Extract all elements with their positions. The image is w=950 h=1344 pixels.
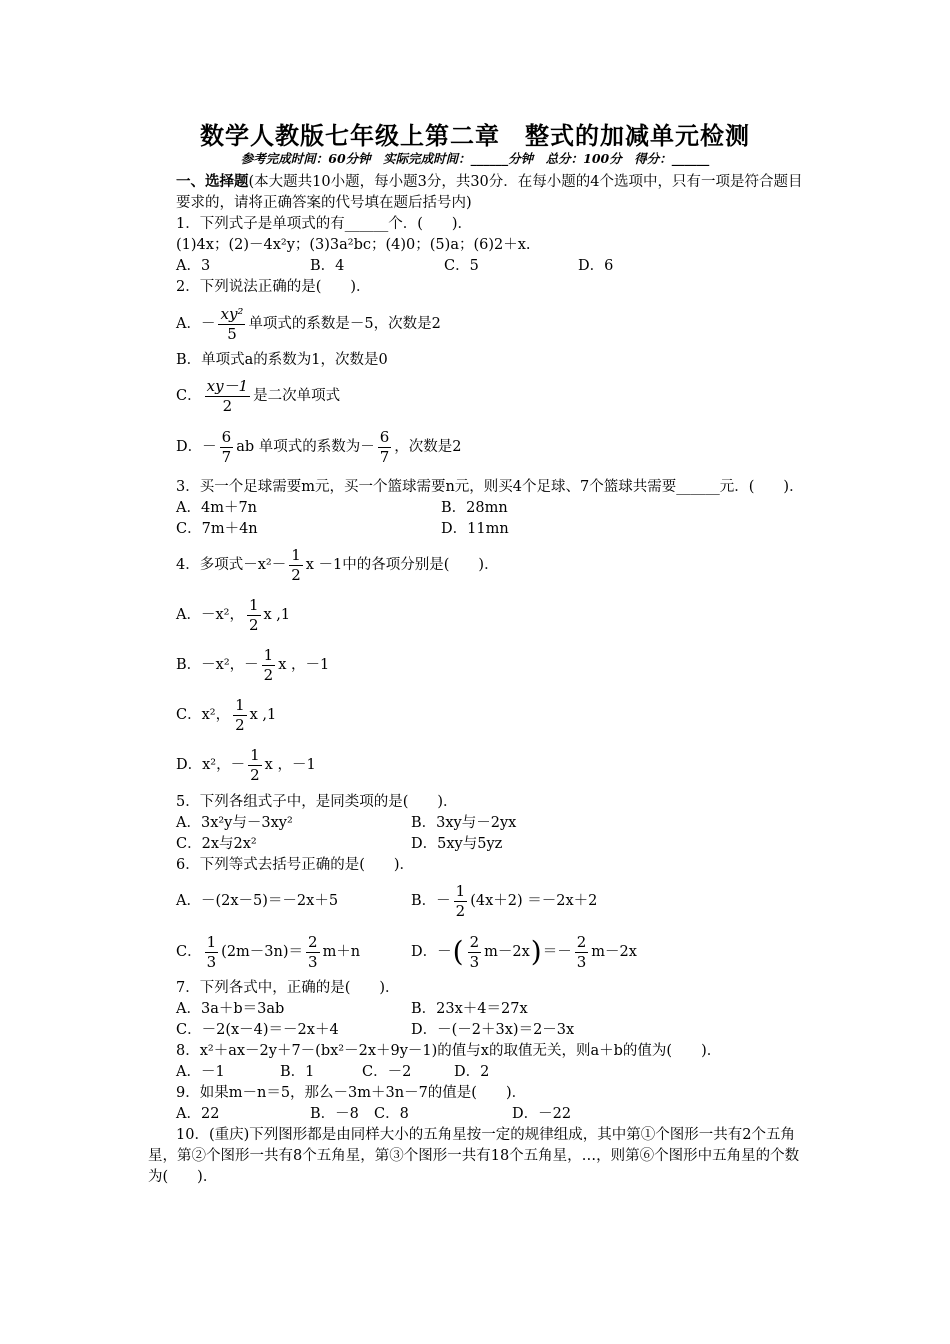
q6-b-fraction xyxy=(454,882,468,921)
q3-options-row-2 xyxy=(148,519,808,540)
q6-d-numerator-2: 2 xyxy=(576,932,587,951)
q6-b-prefix: B．－ xyxy=(411,892,451,909)
q4-option-a xyxy=(148,590,808,640)
q7-options-row-1 xyxy=(148,999,808,1020)
q10-text: 10．(重庆)下列图形都是由同样大小的五角星按一定的规律组成，其中第①个图形一共有2个五角星，第②个图形一共有8个五角星，第③个图形一共有18个五角星，…，则第⑥个图形中五角星的个数为( )． xyxy=(148,1127,800,1185)
q2-d-suffix: ，次数是2 xyxy=(394,438,462,455)
q4-b-denominator: 2 xyxy=(263,665,274,684)
q6-option-d xyxy=(411,933,637,972)
q9-stem: 9．如果m－n＝5，那么－3m＋3n－7的值是( )． xyxy=(176,1085,527,1101)
q5-option-a: A．3x²y与－3xy² xyxy=(176,815,293,831)
q7-option-a: A．3a＋b＝3ab xyxy=(176,1001,285,1017)
q4-b-fraction xyxy=(262,646,276,685)
q2-d-fraction xyxy=(220,428,234,467)
q4-a-denominator: 2 xyxy=(248,615,259,634)
q3-stem: 3．买一个足球需要m元，买一个篮球需要n元，则买4个足球、7个篮球共需要______元．( )． xyxy=(176,479,804,495)
q5-options-row-2 xyxy=(148,834,808,855)
q3-option-c: C．7m＋4n xyxy=(176,521,258,537)
q6-option-a: A．－(2x－5)＝－2x＋5 xyxy=(176,892,339,909)
question-content xyxy=(148,171,808,1188)
q4-stem-fraction xyxy=(289,546,303,585)
q5-option-c: C．2x与2x² xyxy=(176,836,257,852)
q7-option-d: D．－(－2＋3x)＝2－3x xyxy=(411,1022,575,1038)
q6-d-left-paren: ( xyxy=(452,935,464,968)
q4-c-numerator: 1 xyxy=(235,695,245,714)
q6-c-numerator-2: 2 xyxy=(308,932,318,951)
q2-d-numerator: 6 xyxy=(221,427,232,446)
q4-stem-denominator: 2 xyxy=(291,565,301,584)
q2-d-text: ab 单项式的系数为－ xyxy=(236,438,375,455)
q1-option-d: D．6 xyxy=(578,258,614,274)
q4-d-denominator: 2 xyxy=(250,765,260,784)
q2-d-denominator-2: 7 xyxy=(379,447,390,466)
q9-option-a: A．22 xyxy=(176,1106,220,1122)
q6-c-fraction xyxy=(205,933,219,972)
q6-c-denominator-2: 3 xyxy=(308,952,318,971)
q4-d-text: x ，－1 xyxy=(264,756,316,773)
q4-b-text: x ，－1 xyxy=(278,656,330,673)
q6-options-row-2 xyxy=(148,926,808,978)
q4-b-numerator: 1 xyxy=(263,645,274,664)
q9-option-c: C．8 xyxy=(374,1106,409,1122)
q2-a-numerator: xy² xyxy=(220,304,244,323)
q6-option-c xyxy=(176,933,411,972)
section-title: 一、选择题 xyxy=(176,173,249,190)
page-title: 数学人教版七年级上第二章 整式的加减单元检测 xyxy=(200,121,750,150)
q4-c-denominator: 2 xyxy=(235,715,245,734)
q2-option-b: B．单项式a的系数为1，次数是0 xyxy=(176,352,388,368)
q3-option-d: D．11mn xyxy=(441,521,509,537)
q2-d-fraction-2 xyxy=(378,428,392,467)
q7-stem: 7．下列各式中，正确的是( )． xyxy=(176,980,400,996)
q2-option-a xyxy=(148,298,808,350)
q6-d-equals: ＝－ xyxy=(542,943,572,960)
q4-a-numerator: 1 xyxy=(248,595,259,614)
q6-d-numerator: 2 xyxy=(469,932,480,951)
q1-items: (1)4x；(2)－4x²y；(3)3a²bc；(4)0；(5)a；(6)2＋x. xyxy=(176,237,531,253)
q2-c-numerator: xy－1 xyxy=(206,376,249,395)
section-header xyxy=(148,171,808,214)
q6-d-denominator-2: 3 xyxy=(576,952,587,971)
q6-option-b xyxy=(411,882,597,921)
q2-c-prefix: C． xyxy=(176,387,202,404)
q1-option-b: B．4 xyxy=(310,258,345,274)
q2-option-d xyxy=(148,421,808,473)
q9-option-d: D．－22 xyxy=(512,1106,572,1122)
q6-c-prefix: C． xyxy=(176,943,202,960)
q2-c-text: 是二次单项式 xyxy=(253,387,341,404)
q4-d-prefix: D．x²，－ xyxy=(176,756,246,773)
q6-c-text: (2m－3n)＝ xyxy=(221,943,304,960)
q4-stem-text: x －1中的各项分别是( )． xyxy=(305,556,499,573)
q4-stem-numerator: 1 xyxy=(291,545,301,564)
q8-option-a: A．－1 xyxy=(176,1064,225,1080)
q6-stem: 6．下列等式去括号正确的是( )． xyxy=(176,857,415,873)
q6-d-fraction-2 xyxy=(575,933,589,972)
q4-c-prefix: C．x²， xyxy=(176,706,231,723)
q6-d-fraction xyxy=(468,933,482,972)
q8-option-d: D．2 xyxy=(454,1064,490,1080)
q2-a-fraction xyxy=(218,305,245,344)
q4-d-fraction xyxy=(248,746,262,785)
q6-c-fraction-2 xyxy=(306,933,320,972)
q4-stem-prefix: 4．多项式－x²－ xyxy=(176,556,287,573)
exam-meta: 参考完成时间：60分钟 实际完成时间：______分钟 总分：100分 得分：______ xyxy=(240,151,710,166)
q4-a-fraction xyxy=(247,596,261,635)
q4-a-text: x ,1 xyxy=(263,606,291,623)
q6-c-denominator: 3 xyxy=(206,952,217,971)
q1-stem: 1．下列式子是单项式的有______个．( )． xyxy=(176,216,473,232)
q4-b-prefix: B．－x²，－ xyxy=(176,656,259,673)
q9-option-b: B．－8 xyxy=(310,1106,359,1122)
q1-option-a: A．3 xyxy=(176,258,211,274)
q5-option-b: B．3xy与－2yx xyxy=(411,815,517,831)
q6-d-denominator: 3 xyxy=(469,952,480,971)
q6-b-text: (4x＋2) ＝－2x＋2 xyxy=(470,892,598,909)
q6-d-text: m－2x xyxy=(484,943,530,960)
q3-options-row-1 xyxy=(148,498,808,519)
q6-d-right-paren: ) xyxy=(530,935,542,968)
q4-a-prefix: A．－x²， xyxy=(176,606,244,623)
q4-stem xyxy=(148,540,808,590)
q2-d-numerator-2: 6 xyxy=(379,427,390,446)
q2-a-denominator: 5 xyxy=(227,324,237,343)
q9-options xyxy=(148,1104,808,1125)
q2-d-prefix: D．－ xyxy=(176,438,217,455)
q3-option-b: B．28mn xyxy=(441,500,508,516)
q6-c-numerator: 1 xyxy=(206,932,217,951)
q6-b-denominator: 2 xyxy=(455,901,466,920)
q2-c-fraction xyxy=(205,377,250,416)
q8-stem: 8．x²＋ax－2y＋7－(bx²－2x＋9y－1)的值与x的取值无关，则a＋b的值为( )． xyxy=(176,1043,722,1059)
q7-option-c: C．－2(x－4)＝－2x＋4 xyxy=(176,1022,339,1038)
q5-stem: 5．下列各组式子中，是同类项的是( )． xyxy=(176,794,458,810)
q2-d-denominator: 7 xyxy=(221,447,232,466)
q5-options-row-1 xyxy=(148,813,808,834)
q6-d-prefix: D．－ xyxy=(411,943,452,960)
q2-c-denominator: 2 xyxy=(222,396,233,415)
q1-option-c: C．5 xyxy=(444,258,479,274)
q6-c-suffix: m＋n xyxy=(322,943,361,960)
q5-option-d: D．5xy与5yz xyxy=(411,836,503,852)
q8-option-c: C．－2 xyxy=(362,1064,412,1080)
q4-c-fraction xyxy=(233,696,247,735)
q6-options-row-1 xyxy=(148,876,808,926)
q7-option-b: B．23x＋4＝27x xyxy=(411,1001,528,1017)
q2-a-prefix: A．－ xyxy=(176,315,216,332)
q2-stem: 2．下列说法正确的是( )． xyxy=(176,279,371,295)
q4-c-text: x ,1 xyxy=(249,706,277,723)
section-note: (本大题共10小题，每小题3分，共30分．在每小题的4个选项中，只有一项是符合题目要求的，请将正确答案的代号填在题后括号内) xyxy=(176,174,803,211)
q8-option-b: B．1 xyxy=(280,1064,315,1080)
q2-option-c xyxy=(148,371,808,421)
q8-options xyxy=(148,1062,808,1083)
q1-options xyxy=(148,256,808,277)
q4-d-numerator: 1 xyxy=(250,745,260,764)
q6-b-numerator: 1 xyxy=(455,881,466,900)
q3-option-a: A．4m＋7n xyxy=(176,500,258,516)
q6-d-suffix: m－2x xyxy=(591,943,637,960)
q7-options-row-2 xyxy=(148,1020,808,1041)
q2-a-text: 单项式的系数是－5，次数是2 xyxy=(248,315,441,332)
q4-option-d xyxy=(148,740,808,790)
q4-option-b xyxy=(148,640,808,690)
q4-option-c xyxy=(148,690,808,740)
